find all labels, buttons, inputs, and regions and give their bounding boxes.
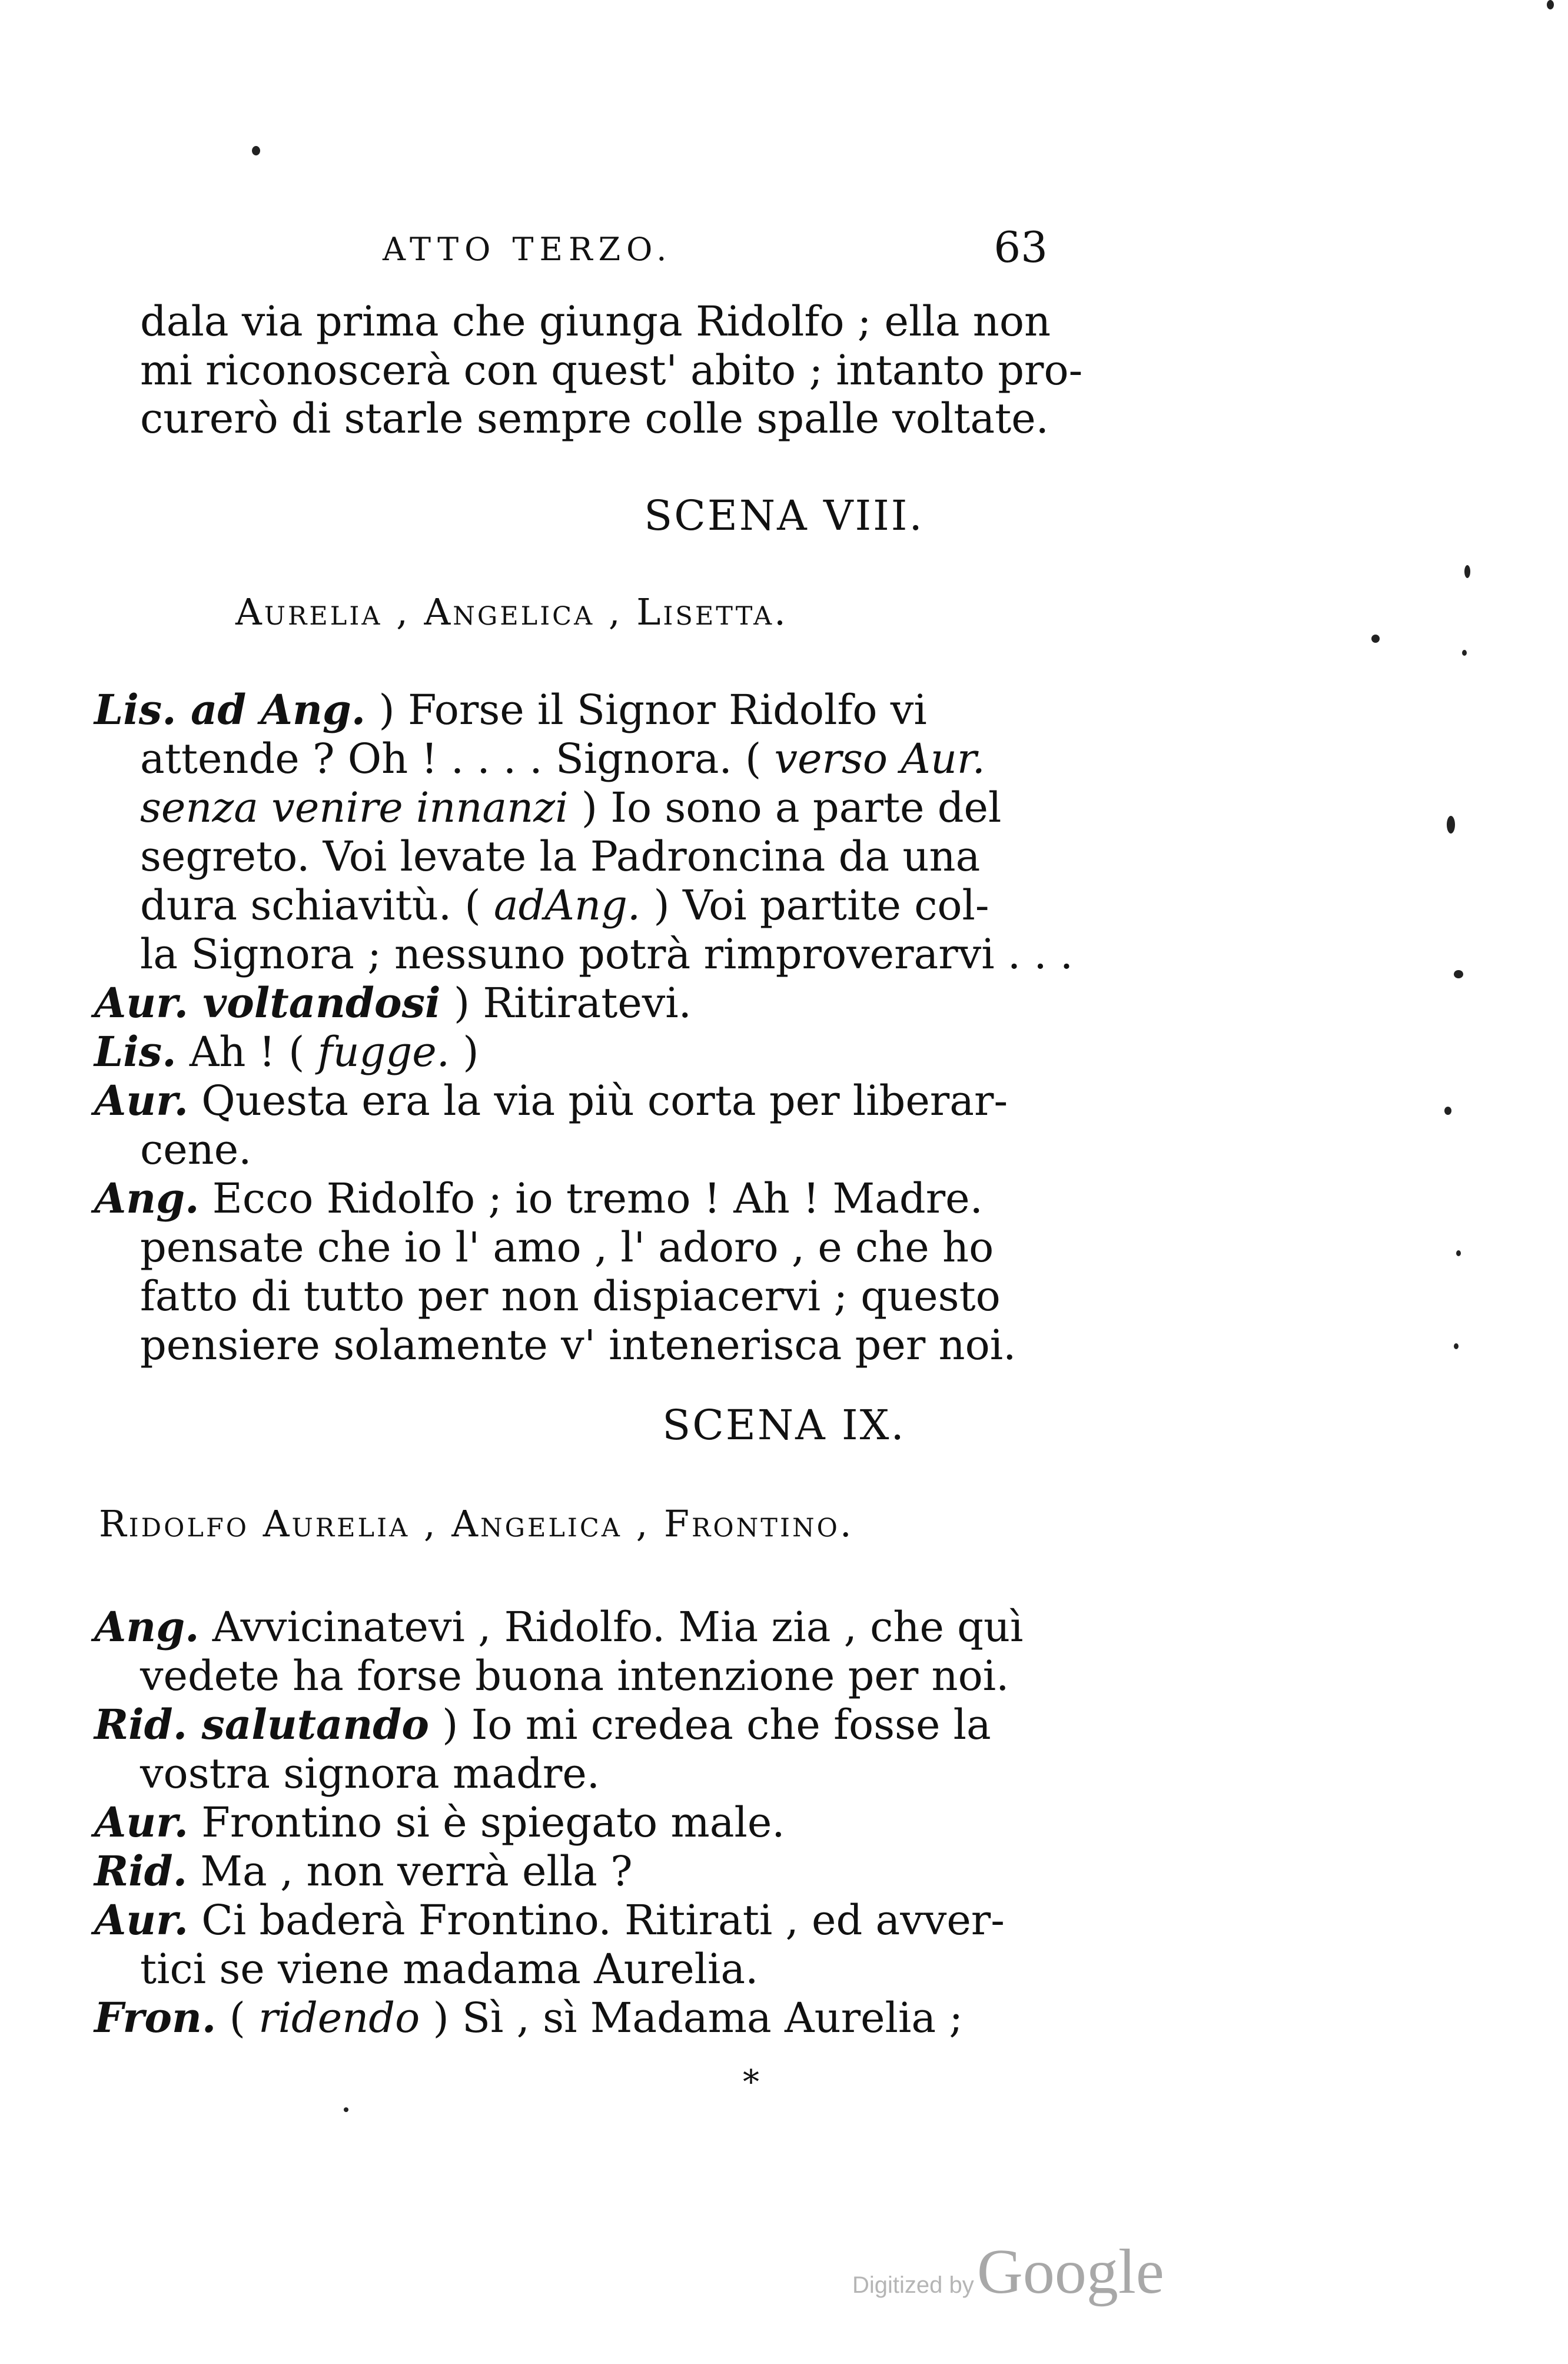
dialogue-line [94, 1848, 633, 1895]
dialogue-line [94, 686, 927, 733]
ink-speck [344, 2107, 348, 2112]
text-line: mi riconoscerà con quest' abito ; intanto pro- [140, 346, 1083, 394]
speaker-label: Rid. [94, 1847, 188, 1895]
dialogue-text: Ma , non verrà ella ? [187, 1847, 633, 1895]
dialogue-line [94, 1603, 1023, 1651]
dialogue-text: Ecco Ridolfo ; io tremo ! Ah ! Madre. [199, 1174, 983, 1223]
ink-speck [1462, 650, 1467, 656]
stage-direction: verso Aur. [761, 735, 985, 783]
stage-direction: fugge. [317, 1028, 450, 1076]
dialogue-line [94, 1799, 785, 1846]
dialogue-line: la Signora ; nessuno potrà rimproverarvi . . . [140, 930, 1074, 978]
scene-title: SCENA VIII. [644, 492, 924, 540]
page-number: 63 [994, 223, 1048, 272]
dialogue-line: tici se viene madama Aurelia. [140, 1945, 759, 1993]
dialogue-text: ) Ritiratevi. [440, 979, 692, 1027]
digitization-watermark [852, 2236, 1164, 2309]
ink-speck [252, 146, 260, 155]
speaker-label: Fron. [94, 1993, 217, 2042]
ink-speck [1454, 970, 1463, 978]
dialogue-text: dura schiavitù. ( [140, 881, 481, 929]
dialogue-text: Avvicinatevi , Ridolfo. Mia zia , che quì [199, 1603, 1024, 1651]
dialogue-line [140, 735, 985, 782]
scene-cast: Ridolfo Aurelia , Angelica , Frontino. [99, 1502, 854, 1545]
dialogue-text: Frontino si è spiegato male. [188, 1798, 785, 1847]
dialogue-line [94, 1028, 479, 1075]
dialogue-line [140, 784, 1001, 831]
ink-speck [1547, 0, 1554, 9]
speaker-label: Lis. [94, 1027, 177, 1076]
dialogue-line: pensate che io l' amo , l' adoro , e che ho [140, 1223, 994, 1271]
dialogue-text: attende ? Oh ! . . . . Signora. ( [140, 735, 762, 783]
speaker-label: Lis. ad Ang. [94, 685, 366, 734]
speaker-label: Aur. [94, 1076, 189, 1125]
dialogue-text: ) Voi partite col- [640, 881, 989, 929]
ink-speck [1454, 1343, 1459, 1349]
dialogue-line [94, 1897, 1005, 1944]
ink-speck [1447, 816, 1455, 834]
stage-direction: ridendo [258, 1994, 420, 2042]
page-header [383, 223, 1048, 284]
dialogue-text: ) Io mi credea che fosse la [428, 1701, 991, 1749]
dialogue-line: fatto di tutto per non dispiacervi ; questo [140, 1272, 1001, 1320]
dialogue-line: pensiere solamente v' intenerisca per noi. [140, 1321, 1016, 1369]
ink-speck [1464, 565, 1470, 578]
running-title: ATTO TERZO. [383, 231, 673, 268]
dialogue-line: segreto. Voi levate la Padroncina da una [140, 832, 981, 881]
dialogue-text: ) Forse il Signor Ridolfo vi [366, 686, 927, 734]
stage-direction: adAng. [480, 881, 641, 929]
dialogue-line [94, 1175, 983, 1222]
signature-mark: * [743, 2063, 759, 2101]
stage-direction: senza venire innanzi [140, 783, 569, 832]
speaker-label: Ang. [94, 1602, 200, 1651]
ink-speck [1371, 635, 1380, 643]
digitized-by-text: Digitized by [852, 2272, 974, 2298]
dialogue-line [94, 1077, 1008, 1124]
scene-cast: Aurelia , Angelica , Lisetta. [235, 590, 788, 633]
dialogue-text: Questa era la via più corta per liberar- [188, 1077, 1008, 1125]
dialogue-text: Ci baderà Frontino. Ritirati , ed avver- [188, 1896, 1005, 1944]
dialogue-line: cene. [140, 1125, 252, 1174]
dialogue-text: ) Sì , sì Madama Aurelia ; [420, 1994, 963, 2042]
scene-title: SCENA IX. [662, 1401, 906, 1449]
dialogue-line [94, 1701, 991, 1748]
ink-speck [1444, 1107, 1451, 1115]
dialogue-text: ) [449, 1028, 479, 1076]
dialogue-line [94, 980, 692, 1027]
text-line: curerò di starle sempre colle spalle voltate. [140, 394, 1049, 443]
text-line: dala via prima che giunga Ridolfo ; ella non [140, 297, 1051, 346]
dialogue-text: ( [216, 1994, 259, 2042]
dialogue-line [140, 882, 989, 929]
dialogue-text: ) Io sono a parte del [568, 783, 1002, 832]
speaker-label: Ang. [94, 1174, 200, 1223]
speaker-label: Aur. [94, 1798, 189, 1847]
dialogue-line [94, 1994, 963, 2041]
speaker-label: Rid. salutando [94, 1700, 429, 1749]
dialogue-line: vostra signora madre. [140, 1749, 600, 1798]
dialogue-text: Ah ! ( [176, 1028, 318, 1076]
google-logo: Google [976, 2237, 1164, 2307]
speaker-label: Aur. [94, 1895, 189, 1944]
ink-speck [1456, 1250, 1461, 1256]
dialogue-line: vedete ha forse buona intenzione per noi. [140, 1652, 1009, 1700]
speaker-label: Aur. voltandosi [94, 978, 441, 1027]
